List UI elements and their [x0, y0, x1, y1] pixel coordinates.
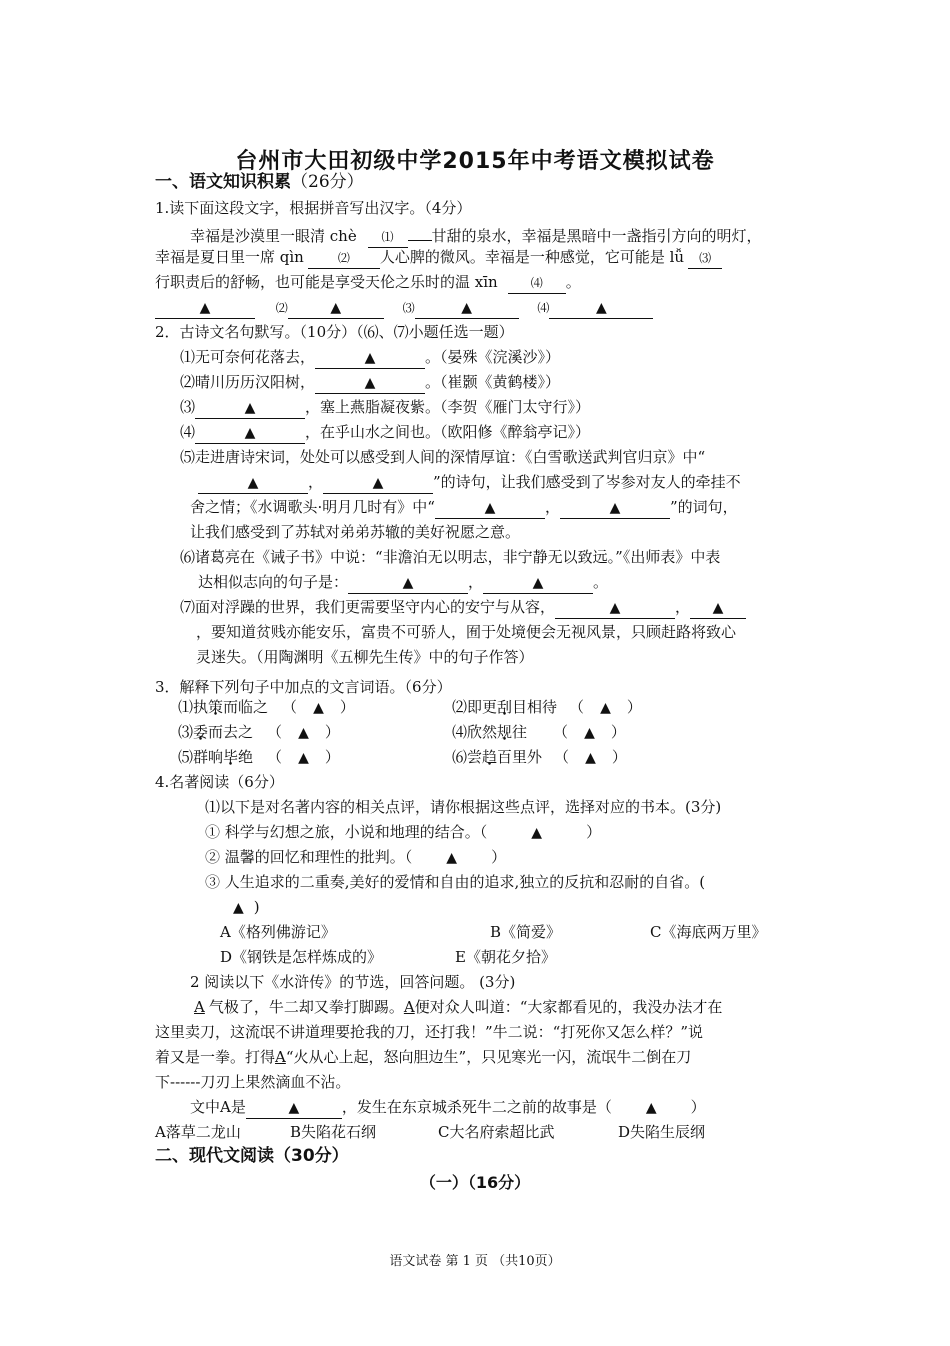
text: 行职责后的舒畅，也可能是享受天伦之乐时的温 xīn — [155, 273, 498, 291]
blank-2[interactable]: ⑵ — [308, 250, 380, 269]
text: ⑵晴川历历汉阳树， — [180, 373, 316, 391]
q4-stem: 4.名著阅读（6分） — [155, 773, 284, 791]
q2-item7-line1 — [180, 597, 746, 619]
text: 人心脾的微风。幸福是一种感觉，它可能是 lǚ — [379, 248, 685, 266]
q2-item7-line3: 灵迷失。（用陶渊明《五柳先生传》中的句子作答） — [196, 648, 534, 666]
text: 便对众人叫道：“大家都看见的，我没办法才在 — [414, 998, 723, 1016]
answer[interactable]: ▲ — [560, 500, 670, 519]
q4-choice3: ③ 人生追求的二重奏,美好的爱情和自由的追求,独立的反抗和忍耐的自省。( — [205, 873, 706, 891]
section-heading-2: 二、现代文阅读（30分） — [155, 1146, 349, 1166]
q4-option-b: B《简爱》 — [490, 923, 562, 941]
q2-item5-line3 — [190, 497, 738, 519]
text: 达相似志向的句子是： — [198, 573, 349, 591]
q3-item2 — [452, 697, 642, 718]
text: 甘甜的泉水，幸福是黑暗中一盏指引方向的明灯， — [431, 227, 762, 245]
paren: ） — [586, 823, 602, 841]
q4-choice1 — [205, 822, 601, 843]
text: 气极了，牛二却又拳打脚踢。 — [208, 998, 404, 1016]
q4-part1: ⑴以下是对名著内容的相关点评，请你根据这些点评，选择对应的书本。(3分) — [205, 798, 722, 816]
page-footer: 语文试卷 第 1 页 （共10页） — [389, 1254, 561, 1269]
q4-choice3-answer — [205, 897, 260, 918]
exam-title: 台州市大田初级中学2015年中考语文模拟试卷 — [235, 149, 715, 174]
answer[interactable]: ▲ — [555, 600, 675, 619]
text: ⑶ — [178, 723, 194, 741]
text: 文中A是 — [190, 1098, 246, 1116]
comma: ， — [468, 573, 484, 591]
label: ⑷ — [537, 301, 550, 315]
answer[interactable]: ▲ — [435, 500, 545, 519]
answer[interactable]: ▲ — [585, 750, 596, 766]
text: 百里外 — [497, 748, 543, 766]
text: ① 科学与幻想之旅，小说和地理的结合。（ — [205, 823, 488, 841]
passage-line1 — [190, 997, 722, 1017]
answer-3[interactable]: ▲ — [415, 300, 519, 319]
comma: ， — [308, 473, 324, 491]
answer[interactable]: ▲ — [198, 475, 308, 494]
text: 而去之 — [208, 723, 254, 741]
text: ⑺面对浮躁的世界，我们更需要坚守内心的安宁与从容， — [180, 598, 556, 616]
q2-item5-line2 — [198, 472, 741, 494]
text: 而临之 — [223, 698, 269, 716]
dotted-word: 规 — [497, 723, 513, 741]
text: ② 温馨的回忆和理性的批判。（ — [205, 848, 413, 866]
dotted-word: 策 — [208, 698, 224, 716]
answer-4[interactable]: ▲ — [549, 300, 653, 319]
text: ，在乎山水之间也。（欧阳修《醉翁亭记》） — [305, 423, 591, 441]
answer[interactable]: ▲ — [600, 700, 611, 716]
comma: ， — [675, 598, 691, 616]
q2-item1 — [180, 347, 560, 369]
answer[interactable]: ▲ — [298, 725, 309, 741]
paren: （ — [569, 698, 585, 716]
dotted-word: 毕 — [223, 748, 239, 766]
q3-item4 — [452, 722, 626, 743]
label: ⑶ — [402, 301, 415, 315]
passage-line4: 下------刀刃上果然滴血不沾。 — [155, 1073, 351, 1091]
q4-answer-c: C大名府索超比武 — [438, 1123, 555, 1141]
paren: ） — [626, 698, 642, 716]
text: ⑹尝 — [452, 748, 483, 766]
q4-answer-d: D失陷生辰纲 — [618, 1123, 706, 1141]
section-heading-1 — [155, 172, 364, 192]
text: 幸福是沙漠里一眼清 chè — [190, 227, 357, 245]
answer[interactable]: ▲ — [298, 750, 309, 766]
q1-line3 — [155, 272, 581, 294]
q3-item3 — [178, 722, 340, 743]
text: 。（晏殊《浣溪沙》） — [425, 348, 561, 366]
answer[interactable]: ▲ — [348, 575, 468, 594]
letter-a: A — [275, 1048, 286, 1066]
q3-item1 — [178, 697, 355, 718]
paren: （ — [267, 748, 283, 766]
label: ⑵ — [275, 301, 288, 315]
text: ，塞上燕脂凝夜紫。（李贺《雁门太守行》） — [305, 398, 591, 416]
q4-option-e: E《朝花夕拾》 — [455, 948, 556, 966]
paren: （ — [267, 723, 283, 741]
text: ”的词句， — [669, 498, 738, 516]
answer[interactable]: ▲ — [645, 1100, 657, 1116]
paren: ） — [690, 1098, 706, 1116]
q1-line2 — [155, 247, 722, 269]
paren: ） — [491, 848, 507, 866]
q4-part2: 2 阅读以下《水浒传》的节选，回答问题。 (3分) — [190, 973, 516, 991]
text: 幸福是夏日里一席 qìn — [155, 248, 304, 266]
q2-item5-line1: ⑸走进唐诗宋词，处处可以感受到人间的深情厚谊：《白雪歌送武判官归京》中“ — [180, 448, 706, 466]
q2-item4 — [180, 422, 590, 444]
paren: ） — [324, 748, 340, 766]
q4-choice2 — [205, 847, 506, 868]
answer[interactable]: ▲ — [323, 475, 433, 494]
answer[interactable]: ▲ — [246, 1100, 342, 1119]
answer[interactable]: ▲ — [483, 575, 593, 594]
text: 往 — [512, 723, 528, 741]
blank-1-tail — [408, 222, 432, 241]
q4-question — [190, 1097, 706, 1119]
answer[interactable]: ▲ — [446, 850, 458, 866]
q1-line1 — [190, 222, 762, 248]
text: 。 — [565, 273, 581, 291]
text: 。（崔颢《黄鹤楼》） — [425, 373, 561, 391]
answer[interactable]: ▲ — [315, 350, 425, 369]
text: 舍之情；《水调歌头·明月几时有》中“ — [190, 498, 435, 516]
text: ⑷ — [180, 423, 196, 441]
q2-item5-line4: 让我们感受到了苏轼对弟弟苏辙的美好祝愿之意。 — [190, 523, 521, 541]
q1-answers — [155, 297, 653, 319]
text: ⑶ — [180, 398, 196, 416]
text: ⑵即更 — [452, 698, 498, 716]
q4-option-c: C《海底两万里》 — [650, 923, 767, 941]
answer[interactable]: ▲ — [584, 725, 595, 741]
text: ”的诗句，让我们感受到了岑参对友人的牵挂不 — [433, 473, 741, 491]
answer[interactable]: ▲ — [233, 900, 244, 916]
q2-stem: 2．古诗文名句默写。（10分）（⑹、⑺小题任选一题） — [155, 323, 514, 341]
paren: ） — [324, 723, 340, 741]
text: 绝 — [238, 748, 254, 766]
q3-item5 — [178, 747, 340, 768]
paren: （ — [554, 748, 570, 766]
section-points: （26分） — [291, 172, 364, 192]
q2-item6-line2 — [198, 572, 608, 594]
answer[interactable]: ▲ — [690, 600, 746, 619]
answer[interactable]: ▲ — [531, 825, 543, 841]
paren: ） — [339, 698, 355, 716]
paren: ） — [610, 723, 626, 741]
text: 。 — [593, 573, 609, 591]
q2-item3 — [180, 397, 590, 419]
answer-2[interactable]: ▲ — [288, 300, 384, 319]
blank-3[interactable]: ⑶ — [688, 250, 722, 269]
text: 目相待 — [512, 698, 558, 716]
answer[interactable]: ▲ — [313, 700, 324, 716]
answer-1[interactable]: ▲ — [155, 300, 255, 319]
q3-item6 — [452, 747, 627, 768]
text: “火从心上起，怒向胆边生”，只见寒光一闪，流氓牛二倒在刀 — [285, 1048, 692, 1066]
letter-a: A — [194, 998, 205, 1016]
dotted-word: 委 — [193, 723, 209, 741]
letter-a: A — [403, 998, 415, 1016]
q3-stem: 3．解释下列句子中加点的文言词语。（6分） — [155, 678, 452, 696]
q4-answer-b: B失陷花石纲 — [290, 1123, 377, 1141]
paren: （ — [553, 723, 569, 741]
blank-1[interactable]: ⑴ — [368, 229, 408, 248]
q4-answer-a: A落草二龙山 — [155, 1123, 241, 1141]
answer[interactable]: ▲ — [315, 375, 425, 394]
q4-option-d: D《钢铁是怎样炼成的》 — [220, 948, 383, 966]
q4-option-a: A《格列佛游记》 — [220, 923, 336, 941]
passage-line3 — [155, 1047, 691, 1067]
dotted-word: 刮 — [497, 698, 513, 716]
q1-stem: 1.读下面这段文字，根据拼音写出汉字。（4分） — [155, 199, 472, 217]
section-heading-text: 一、语文知识积累 — [155, 172, 291, 192]
text: ，发生在东京城杀死牛二之前的故事是（ — [341, 1098, 612, 1116]
passage-line2: 这里卖刀，这流氓不讲道理要抢我的刀，还打我！”牛二说：“打死你又怎么样？”说 — [155, 1023, 704, 1041]
text: 着又是一拳。打得 — [155, 1048, 276, 1066]
text: ⑷欣然 — [452, 723, 498, 741]
text: ⑴执 — [178, 698, 209, 716]
q2-item2 — [180, 372, 560, 394]
comma: ， — [544, 498, 560, 516]
paren: ） — [611, 748, 627, 766]
q2-item7-line2: ，要知道贫贱亦能安乐，富贵不可骄人，囿于处境便会无视风景，只顾赶路将致心 — [196, 623, 737, 641]
text: ⑸群响 — [178, 748, 224, 766]
q2-item6-line1: ⑹诸葛亮在《诫子书》中说：“非澹泊无以明志，非宁静无以致远。”《出师表》中表 — [180, 548, 721, 566]
blank-4[interactable]: ⑷ — [508, 275, 566, 294]
paren: ) — [253, 898, 260, 916]
answer[interactable]: ▲ — [195, 400, 305, 419]
text: ⑴无可奈何花落去， — [180, 348, 316, 366]
answer[interactable]: ▲ — [195, 425, 305, 444]
dotted-word: 趋 — [482, 748, 498, 766]
paren: （ — [282, 698, 298, 716]
subsection-heading: （一）（16分） — [419, 1173, 531, 1192]
